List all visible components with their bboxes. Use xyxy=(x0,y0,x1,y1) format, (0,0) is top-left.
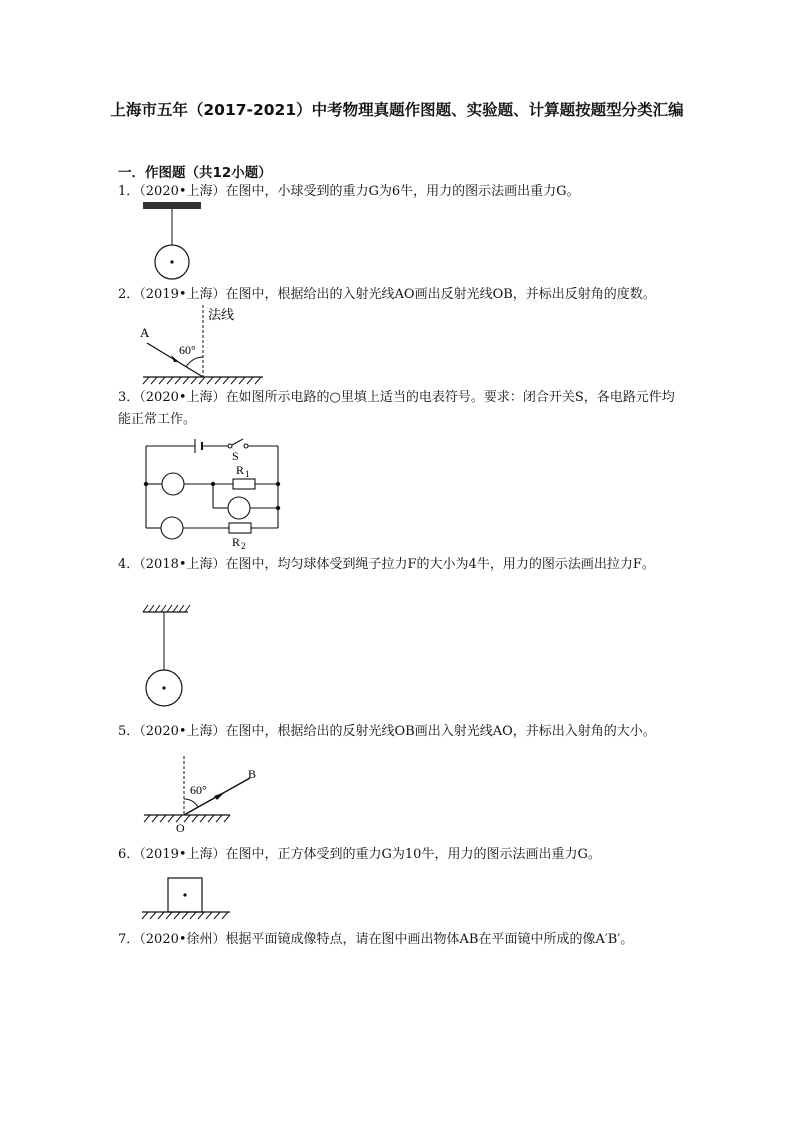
question-3-text: 3．（2020•上海）在如图所示电路的○里填上适当的电表符号。要求：闭合开关S，各电路元件均能正常工作。 xyxy=(118,390,675,427)
angle-label: 60° xyxy=(190,783,207,797)
point-b-label: B xyxy=(248,767,257,781)
normal-label: 法线 xyxy=(208,307,235,322)
angle-label: 60° xyxy=(179,343,196,357)
r1-subscript: 1 xyxy=(245,469,250,479)
r2-subscript: 2 xyxy=(241,541,246,551)
r2-label: R xyxy=(232,535,241,549)
document-title: 上海市五年（2017-2021）中考物理真题作图题、实验题、计算题按题型分类汇编 xyxy=(110,101,684,119)
question-2-figure xyxy=(135,305,275,385)
question-6-text: 6．（2019•上海）在图中，正方体受到的重力G为10牛，用力的图示法画出重力G。 xyxy=(118,847,601,862)
question-4-text: 4．（2018•上海）在图中，均匀球体受到绳子拉力F的大小为4牛，用力的图示法画出拉力F。 xyxy=(118,557,655,572)
r1-label: R xyxy=(236,463,245,477)
question-2-text: 2．（2019•上海）在图中，根据给出的入射光线AO画出反射光线OB，并标出反射角的度数。 xyxy=(118,287,656,302)
question-5-text: 5．（2020•上海）在图中，根据给出的反射光线OB画出入射光线AO，并标出入射角的大小。 xyxy=(118,724,656,739)
point-o-label: O xyxy=(176,821,185,835)
question-6-figure xyxy=(140,876,240,922)
question-7-text: 7．（2020•徐州）根据平面镜成像特点，请在图中画出物体AB在平面镜中所成的像A′B′。 xyxy=(118,932,634,947)
question-1-figure xyxy=(140,202,210,282)
question-5-figure xyxy=(140,752,257,835)
switch-label: S xyxy=(232,449,239,463)
section-heading: 一．作图题（共12小题） xyxy=(118,165,272,181)
question-4-figure xyxy=(140,605,200,707)
point-a-label: A xyxy=(140,325,150,340)
question-3-figure xyxy=(140,436,290,551)
question-1-text: 1．（2020•上海）在图中，小球受到的重力G为6牛，用力的图示法画出重力G。 xyxy=(118,184,580,199)
